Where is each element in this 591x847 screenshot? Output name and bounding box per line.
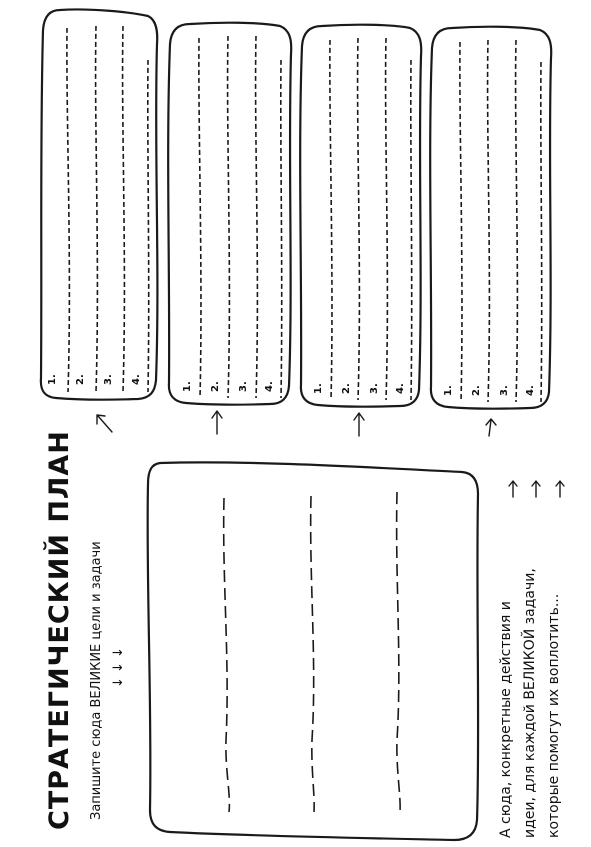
- item-number: 2.: [75, 374, 86, 385]
- item-number: 3.: [499, 385, 510, 396]
- subtitle-arrows: ↓ ↓ ↓: [111, 647, 126, 688]
- action-line: [199, 38, 201, 398]
- arrow-icon: [212, 411, 222, 434]
- action-box-2: [168, 23, 291, 405]
- box-arrows: [97, 411, 496, 436]
- arrow-icon: [509, 481, 517, 497]
- goals-box: [148, 462, 479, 840]
- arrow-icon: [532, 481, 540, 497]
- action-line: [96, 26, 98, 392]
- action-line: [148, 60, 149, 392]
- action-box-frame: [41, 9, 158, 399]
- action-line: [228, 36, 230, 398]
- item-number: 2.: [471, 385, 482, 396]
- page-title: СТРАТЕГИЧЕСКИЙ ПЛАН: [44, 430, 75, 830]
- goal-line: [311, 496, 314, 812]
- item-number: 4.: [395, 383, 406, 394]
- action-line: [541, 62, 542, 402]
- action-line: [67, 28, 70, 392]
- goal-line: [224, 498, 230, 812]
- item-number: 4.: [264, 381, 275, 392]
- note-line: которые помогут их воплотить...: [546, 593, 562, 838]
- item-number: 3.: [369, 383, 380, 394]
- item-number: 1.: [443, 385, 454, 396]
- item-number: 1.: [182, 381, 193, 392]
- item-number: 3.: [103, 374, 114, 385]
- action-line: [330, 40, 332, 400]
- action-line: [358, 38, 360, 400]
- action-line: [488, 40, 490, 402]
- arrow-icon: [354, 413, 364, 436]
- item-number: 2.: [210, 381, 221, 392]
- item-number: 1.: [47, 374, 58, 385]
- item-number: 2.: [341, 383, 352, 394]
- action-line: [256, 36, 258, 398]
- action-line: [123, 26, 125, 392]
- arrow-icon: [486, 419, 496, 436]
- action-box-1: [41, 9, 158, 399]
- item-number: 4.: [525, 385, 536, 396]
- note-line: идеи, для каждой ВЕЛИКОЙ задачи,: [522, 568, 538, 838]
- action-box-frame: [168, 23, 291, 405]
- action-line: [281, 60, 282, 398]
- action-box-frame: [430, 27, 551, 409]
- item-number: 1.: [313, 383, 324, 394]
- action-line: [460, 42, 462, 402]
- action-box-frame: [300, 25, 421, 407]
- action-line: [386, 38, 388, 400]
- note-line: А сюда, конкретные действия и: [498, 601, 514, 838]
- arrow-icon: [97, 415, 112, 432]
- item-number: 3.: [238, 381, 249, 392]
- arrow-icon: [556, 481, 564, 497]
- action-box-4: [430, 27, 551, 409]
- page-subtitle: Запишите сюда ВЕЛИКИЕ цели и задачи: [89, 541, 104, 820]
- goal-line: [397, 492, 401, 812]
- action-box-3: [300, 25, 421, 407]
- note-arrows: [509, 481, 564, 497]
- action-line: [411, 60, 412, 400]
- action-line: [516, 40, 518, 402]
- item-number: 4.: [131, 374, 142, 385]
